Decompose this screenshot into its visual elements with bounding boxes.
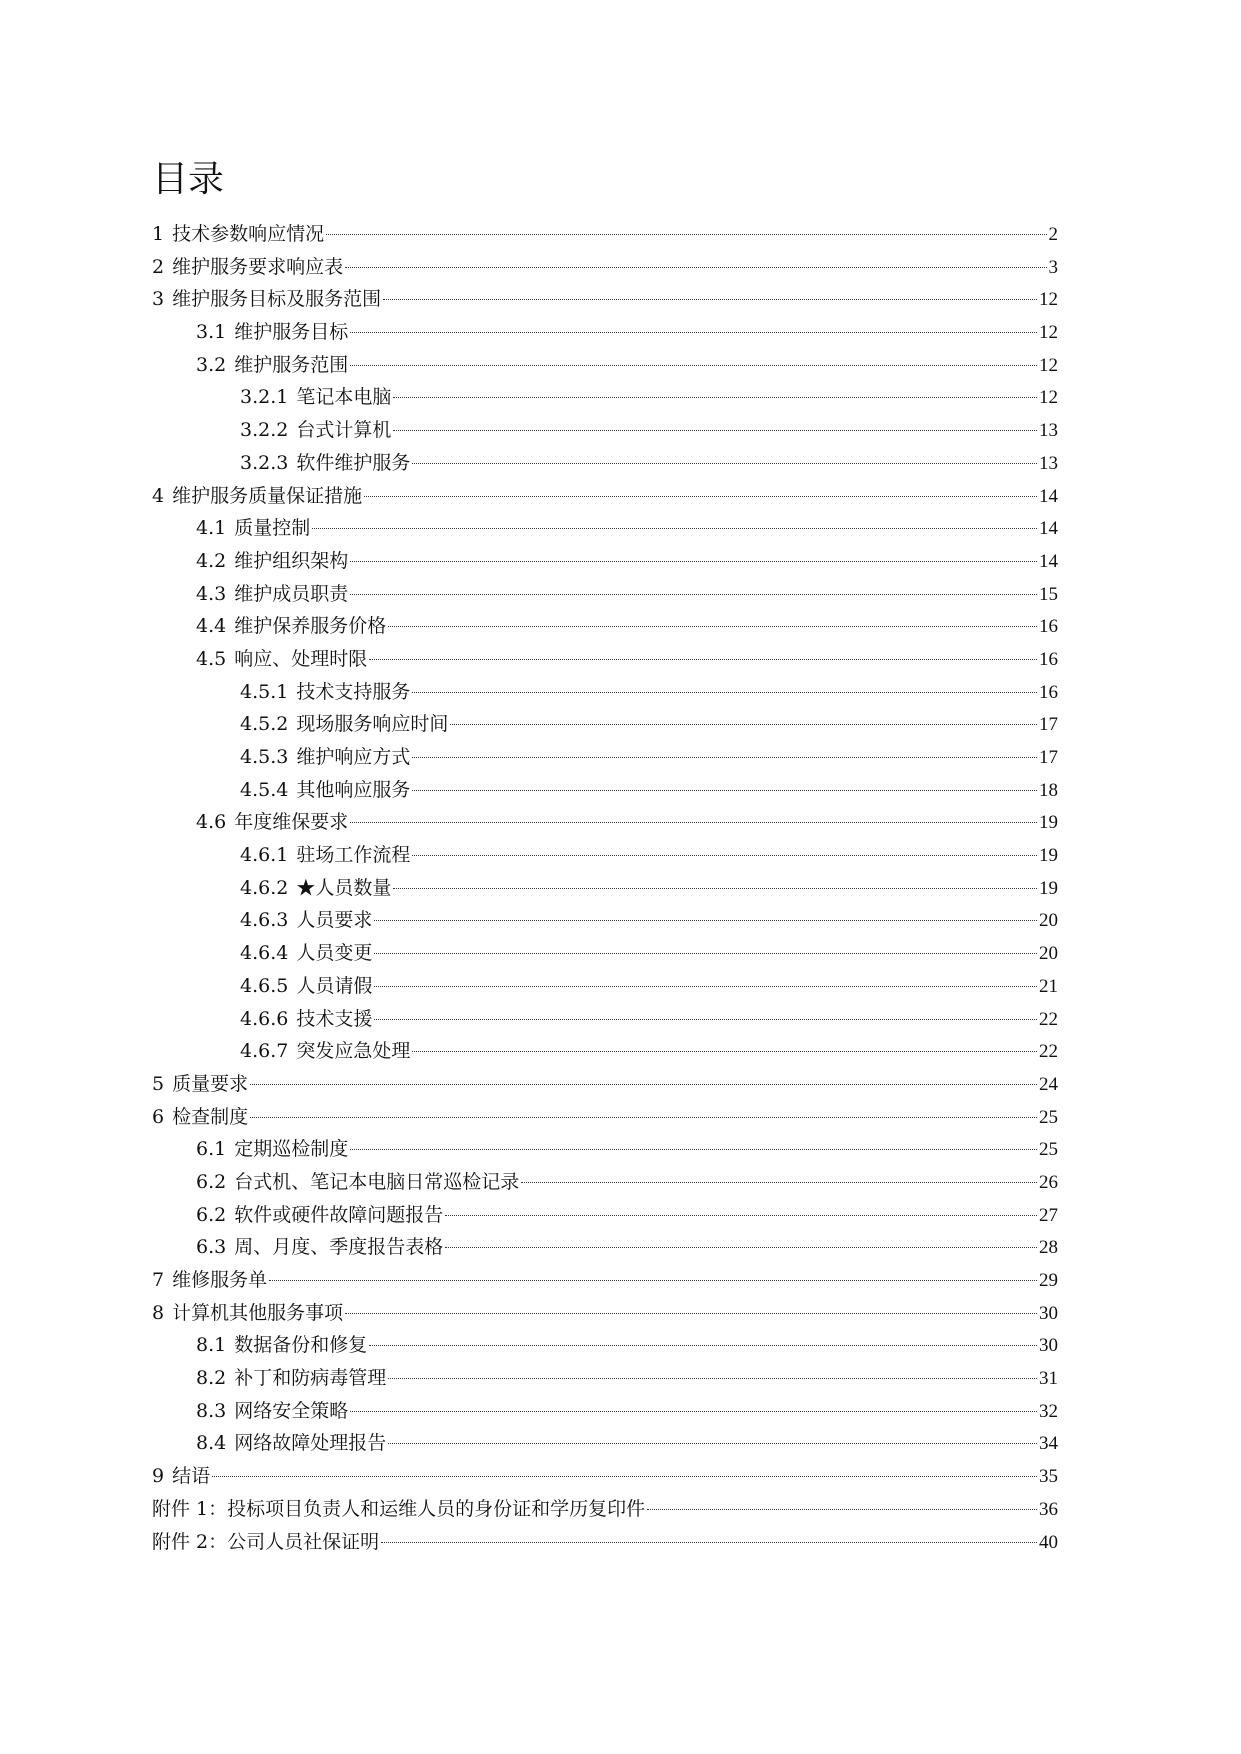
toc-page-number: 31 — [1039, 1368, 1058, 1390]
toc-entry[interactable] — [152, 774, 1058, 807]
toc-page-number: 16 — [1039, 616, 1058, 638]
toc-entry[interactable] — [152, 1395, 1058, 1428]
dot-leader — [445, 1247, 1037, 1248]
toc-entry-text: 台式机、笔记本电脑日常巡检记录 — [234, 1170, 520, 1193]
toc-entry-number: 4.6.3 — [240, 909, 289, 932]
toc-list — [152, 218, 1058, 1558]
toc-entry[interactable] — [152, 218, 1058, 251]
toc-page-number: 3 — [1048, 256, 1058, 278]
toc-entry-text: 突发应急处理 — [296, 1040, 411, 1063]
dot-leader — [350, 822, 1037, 823]
toc-entry-text: 人员变更 — [296, 942, 373, 965]
toc-page-number: 14 — [1039, 518, 1058, 540]
toc-page-number: 19 — [1039, 845, 1058, 867]
toc-entry-number: 3.1 — [196, 321, 227, 344]
toc-page-number: 30 — [1039, 1302, 1058, 1324]
toc-entry-text: 附件 2：公司人员社保证明 — [152, 1530, 380, 1553]
toc-entry-text: 技术支持服务 — [296, 680, 411, 703]
dot-leader — [350, 594, 1037, 595]
toc-entry-number: 4.5 — [196, 647, 227, 670]
toc-entry-text: 技术支援 — [296, 1007, 373, 1030]
toc-entry-text: 维护保养服务价格 — [234, 615, 387, 638]
toc-page-number: 34 — [1039, 1433, 1058, 1455]
toc-entry-number: 6.2 — [196, 1203, 227, 1226]
toc-entry-number: 4.6 — [196, 811, 227, 834]
toc-page-number: 2 — [1048, 224, 1058, 245]
toc-entry[interactable] — [152, 1101, 1058, 1134]
toc-entry[interactable] — [152, 708, 1058, 741]
toc-entry-text: 维修服务单 — [172, 1269, 268, 1291]
toc-entry-number: 4 — [152, 484, 165, 507]
toc-entry-text: 检查制度 — [172, 1105, 249, 1128]
toc-entry-text: 定期巡检制度 — [234, 1138, 349, 1161]
toc-entry[interactable] — [152, 904, 1058, 937]
dot-leader — [350, 1149, 1037, 1150]
dot-leader — [412, 790, 1037, 791]
toc-entry-text: 现场服务响应时间 — [296, 713, 449, 736]
toc-page-number: 20 — [1039, 943, 1058, 965]
toc-entry[interactable] — [152, 1199, 1058, 1232]
toc-title: 目录 — [152, 159, 225, 200]
toc-entry-number: 5 — [152, 1072, 165, 1095]
toc-entry-text: 维护响应方式 — [296, 746, 411, 768]
dot-leader — [345, 267, 1046, 268]
toc-entry-number: 6 — [152, 1105, 165, 1128]
toc-entry-number: 3.2.2 — [240, 419, 289, 442]
dot-leader — [374, 920, 1037, 921]
toc-page-number: 20 — [1039, 910, 1058, 932]
dot-leader — [326, 234, 1046, 235]
dot-leader — [445, 1215, 1037, 1216]
toc-entry[interactable] — [152, 381, 1058, 414]
toc-entry[interactable] — [152, 578, 1058, 611]
toc-entry-number: 4.5.4 — [240, 778, 289, 801]
toc-entry-number: 6.1 — [196, 1138, 227, 1161]
toc-page-number: 29 — [1039, 1270, 1058, 1291]
toc-entry[interactable] — [152, 1264, 1058, 1297]
dot-leader — [374, 1019, 1037, 1020]
toc-entry-number: 3.2.3 — [240, 451, 289, 474]
toc-entry-text: 其他响应服务 — [296, 778, 411, 801]
dot-leader — [250, 1084, 1037, 1085]
toc-page-number: 16 — [1039, 681, 1058, 703]
toc-entry-text: 驻场工作流程 — [296, 844, 411, 867]
dot-leader — [647, 1509, 1037, 1510]
toc-entry[interactable] — [152, 1427, 1058, 1460]
dot-leader — [369, 659, 1037, 660]
toc-entry[interactable] — [152, 1166, 1058, 1199]
toc-entry-number: 4.5.2 — [240, 713, 289, 736]
toc-entry-text: 结语 — [172, 1465, 211, 1488]
dot-leader — [350, 332, 1037, 333]
dot-leader — [312, 528, 1037, 529]
dot-leader — [393, 397, 1037, 398]
toc-entry[interactable] — [152, 1362, 1058, 1395]
toc-page-number: 28 — [1039, 1237, 1058, 1259]
toc-page-number: 24 — [1039, 1073, 1058, 1095]
toc-entry-number: 4.3 — [196, 582, 227, 605]
dot-leader — [383, 299, 1037, 300]
toc-page-number: 40 — [1039, 1531, 1058, 1553]
toc-entry-text: ★人员数量 — [296, 876, 392, 899]
toc-page-number: 35 — [1039, 1466, 1058, 1488]
toc-entry-text: 数据备份和修复 — [234, 1334, 368, 1357]
toc-entry-number: 3 — [152, 288, 165, 311]
toc-page-number: 12 — [1039, 289, 1058, 311]
toc-entry-text: 软件维护服务 — [296, 451, 411, 474]
toc-entry[interactable] — [152, 1068, 1058, 1101]
toc-entry[interactable] — [152, 872, 1058, 905]
dot-leader — [388, 626, 1037, 627]
toc-entry[interactable] — [152, 545, 1058, 578]
toc-entry-number: 3.2.1 — [240, 386, 289, 409]
toc-entry-text: 人员要求 — [296, 909, 373, 932]
toc-entry[interactable] — [152, 1297, 1058, 1330]
toc-entry[interactable] — [152, 349, 1058, 382]
dot-leader — [374, 953, 1037, 954]
dot-leader — [412, 1051, 1037, 1052]
toc-entry-text: 维护服务目标及服务范围 — [172, 288, 382, 311]
toc-entry[interactable] — [152, 1035, 1058, 1068]
toc-page-number: 14 — [1039, 485, 1058, 507]
toc-page-number: 21 — [1039, 975, 1058, 997]
dot-leader — [369, 1345, 1037, 1346]
toc-page-number: 13 — [1039, 452, 1058, 474]
toc-entry-number: 4.6.1 — [240, 844, 289, 867]
toc-entry[interactable] — [152, 1231, 1058, 1264]
toc-entry-number: 4.5.3 — [240, 746, 289, 768]
toc-page-number: 30 — [1039, 1335, 1058, 1357]
toc-page-number: 18 — [1039, 779, 1058, 801]
toc-entry-text: 响应、处理时限 — [234, 647, 368, 670]
toc-entry-text: 维护服务目标 — [234, 321, 349, 344]
dot-leader — [350, 365, 1037, 366]
dot-leader — [412, 692, 1037, 693]
toc-entry-number: 4.2 — [196, 549, 227, 572]
toc-entry-number: 9 — [152, 1465, 165, 1488]
toc-page-number: 17 — [1039, 714, 1058, 736]
toc-entry-text: 补丁和防病毒管理 — [234, 1367, 387, 1390]
toc-page-number: 12 — [1039, 387, 1058, 409]
toc-entry-text: 维护成员职责 — [234, 582, 349, 605]
toc-entry[interactable] — [152, 839, 1058, 872]
toc-page-number: 22 — [1039, 1008, 1058, 1030]
toc-page-number: 27 — [1039, 1204, 1058, 1226]
toc-entry-number: 6.3 — [196, 1236, 227, 1259]
toc-entry-number: 4.6.4 — [240, 942, 289, 965]
dot-leader — [393, 430, 1037, 431]
dot-leader — [212, 1476, 1037, 1477]
toc-page-number: 36 — [1039, 1498, 1058, 1520]
toc-entry-text: 维护服务要求响应表 — [172, 255, 344, 278]
toc-entry-text: 计算机其他服务事项 — [172, 1301, 344, 1324]
toc-page-number: 19 — [1039, 812, 1058, 834]
toc-entry[interactable] — [152, 1493, 1058, 1526]
toc-page-number: 19 — [1039, 877, 1058, 899]
toc-entry[interactable] — [152, 512, 1058, 545]
dot-leader — [393, 888, 1037, 889]
dot-leader — [350, 561, 1037, 562]
dot-leader — [250, 1117, 1037, 1118]
toc-entry-number: 4.6.2 — [240, 876, 289, 899]
toc-entry[interactable] — [152, 316, 1058, 349]
toc-entry[interactable] — [152, 676, 1058, 709]
toc-page-number: 17 — [1039, 747, 1058, 768]
toc-entry-number: 2 — [152, 255, 165, 278]
toc-entry-number: 7 — [152, 1269, 165, 1291]
dot-leader — [412, 463, 1037, 464]
toc-entry-number: 4.6.7 — [240, 1040, 289, 1063]
toc-entry[interactable] — [152, 970, 1058, 1003]
toc-page-number: 26 — [1039, 1171, 1058, 1193]
toc-entry-number: 8 — [152, 1301, 165, 1324]
toc-page-number: 12 — [1039, 322, 1058, 344]
toc-entry[interactable] — [152, 643, 1058, 676]
toc-entry-text: 网络安全策略 — [234, 1399, 349, 1422]
dot-leader — [450, 724, 1037, 725]
toc-entry[interactable] — [152, 414, 1058, 447]
toc-entry-text: 维护服务质量保证措施 — [172, 484, 363, 507]
toc-page-number: 15 — [1039, 583, 1058, 605]
toc-entry[interactable] — [152, 251, 1058, 284]
dot-leader — [388, 1443, 1037, 1444]
dot-leader — [412, 757, 1037, 758]
toc-page-number: 22 — [1039, 1041, 1058, 1063]
toc-entry[interactable] — [152, 610, 1058, 643]
toc-entry[interactable] — [152, 283, 1058, 316]
toc-entry-text: 维护服务范围 — [234, 353, 349, 376]
dot-leader — [521, 1182, 1037, 1183]
toc-entry[interactable] — [152, 1460, 1058, 1493]
toc-entry-number: 4.5.1 — [240, 680, 289, 703]
toc-entry-number: 8.4 — [196, 1432, 227, 1455]
toc-entry-number: 6.2 — [196, 1170, 227, 1193]
toc-entry-number: 8.2 — [196, 1367, 227, 1390]
toc-entry-text: 附件 1：投标项目负责人和运维人员的身份证和学历复印件 — [152, 1497, 646, 1520]
toc-page-number: 14 — [1039, 550, 1058, 572]
dot-leader — [374, 986, 1037, 987]
toc-entry-number: 4.1 — [196, 517, 227, 540]
toc-entry-number: 4.6.6 — [240, 1007, 289, 1030]
toc-entry-text: 质量要求 — [172, 1072, 249, 1095]
toc-entry-text: 质量控制 — [234, 517, 311, 540]
toc-entry-number: 4.4 — [196, 615, 227, 638]
toc-entry-text: 软件或硬件故障问题报告 — [234, 1203, 444, 1226]
toc-entry-text: 人员请假 — [296, 974, 373, 997]
toc-entry[interactable] — [152, 1526, 1058, 1559]
toc-entry-number: 8.3 — [196, 1399, 227, 1422]
toc-entry-text: 年度维保要求 — [234, 811, 349, 834]
dot-leader — [381, 1542, 1037, 1543]
toc-entry-number: 3.2 — [196, 353, 227, 376]
toc-entry[interactable] — [152, 937, 1058, 970]
toc-page-number: 25 — [1039, 1106, 1058, 1128]
toc-entry-text: 笔记本电脑 — [296, 386, 392, 409]
dot-leader — [269, 1280, 1037, 1281]
toc-entry-number: 1 — [152, 223, 165, 245]
toc-page-number: 16 — [1039, 648, 1058, 670]
toc-entry[interactable] — [152, 480, 1058, 513]
toc-entry-text: 技术参数响应情况 — [172, 223, 325, 245]
dot-leader — [388, 1378, 1037, 1379]
toc-entry-text: 台式计算机 — [296, 419, 392, 442]
toc-page-number: 25 — [1039, 1139, 1058, 1161]
toc-entry[interactable] — [152, 447, 1058, 480]
toc-entry-number: 8.1 — [196, 1334, 227, 1357]
dot-leader — [350, 1411, 1037, 1412]
toc-page-number: 13 — [1039, 420, 1058, 442]
toc-entry[interactable] — [152, 1329, 1058, 1362]
toc-entry-number: 4.6.5 — [240, 974, 289, 997]
toc-page-number: 32 — [1039, 1400, 1058, 1422]
toc-entry[interactable] — [152, 1003, 1058, 1036]
toc-entry-text: 周、月度、季度报告表格 — [234, 1236, 444, 1259]
toc-entry[interactable] — [152, 806, 1058, 839]
dot-leader — [412, 855, 1037, 856]
toc-entry-text: 网络故障处理报告 — [234, 1432, 387, 1455]
dot-leader — [345, 1313, 1037, 1314]
toc-entry[interactable] — [152, 1133, 1058, 1166]
toc-entry[interactable] — [152, 741, 1058, 774]
toc-page-number: 12 — [1039, 354, 1058, 376]
toc-entry-text: 维护组织架构 — [234, 549, 349, 572]
dot-leader — [364, 496, 1037, 497]
